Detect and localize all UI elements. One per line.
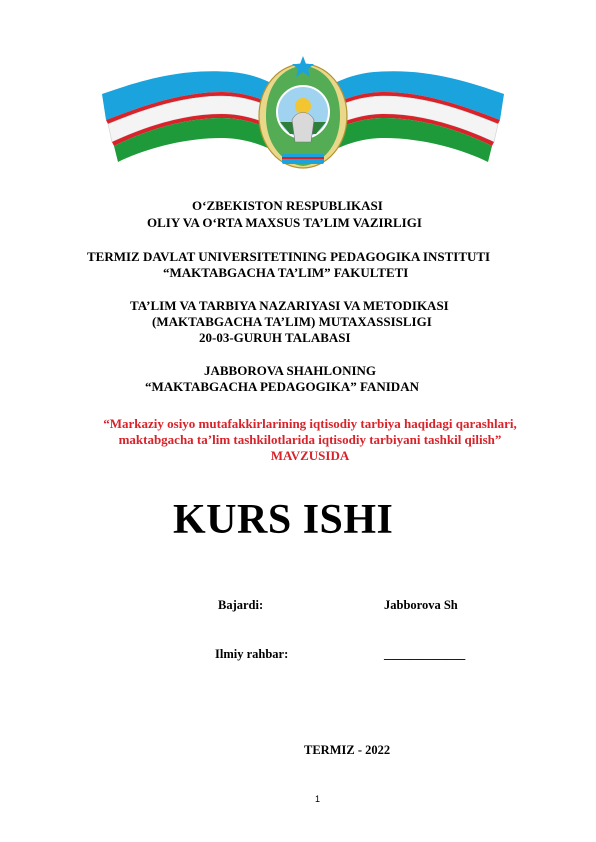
advisor-label: Ilmiy rahbar: <box>215 647 289 661</box>
document-title: KURS ISHI <box>173 497 394 543</box>
specialty-name: (MAKTABGACHA TA’LIM) MUTAXASSISLIGI <box>152 314 432 329</box>
country-name: O‘ZBEKISTON RESPUBLIKASI <box>192 198 383 213</box>
group-student: 20-03-GURUH TALABASI <box>199 330 351 345</box>
ministry-name: OLIY VA O‘RTA MAXSUS TA’LIM VAZIRLIGI <box>147 215 422 230</box>
flag-ribbon-right <box>326 71 504 162</box>
department-name: TA’LIM VA TARBIYA NAZARIYASI VA METODIKASI <box>130 298 449 313</box>
subject-name: “MAKTABGACHA PEDAGOGIKA” FANIDAN <box>145 379 419 394</box>
topic-block <box>60 416 560 464</box>
page-number: 1 <box>315 794 321 804</box>
done-by-value: Jabborova Sh <box>384 598 458 612</box>
uzbekistan-emblem-with-flag-image <box>102 50 504 174</box>
state-emblem <box>259 56 347 168</box>
topic-line-3: MAVZUSIDA <box>270 448 350 463</box>
topic-line-1: “Markaziy osiyo mutafakkirlarining iqtisodiy tarbiya haqidagi qarashlari, <box>103 416 517 431</box>
university-name: TERMIZ DAVLAT UNIVERSITETINING PEDAGOGIKA INSTITUTI <box>87 249 491 264</box>
topic-line-2: maktabgacha ta’lim tashkilotlarida iqtisodiy tarbiyani tashkil qilish” <box>118 432 502 447</box>
advisor-value-blank: _____________ <box>384 647 466 661</box>
flag-ribbon-left <box>102 71 280 162</box>
faculty-name: “MAKTABGACHA TA’LIM” FAKULTETI <box>163 265 409 280</box>
done-by-label: Bajardi: <box>218 598 264 612</box>
student-name: JABBOROVA SHAHLONING <box>204 363 377 378</box>
city-year: TERMIZ - 2022 <box>304 743 391 757</box>
